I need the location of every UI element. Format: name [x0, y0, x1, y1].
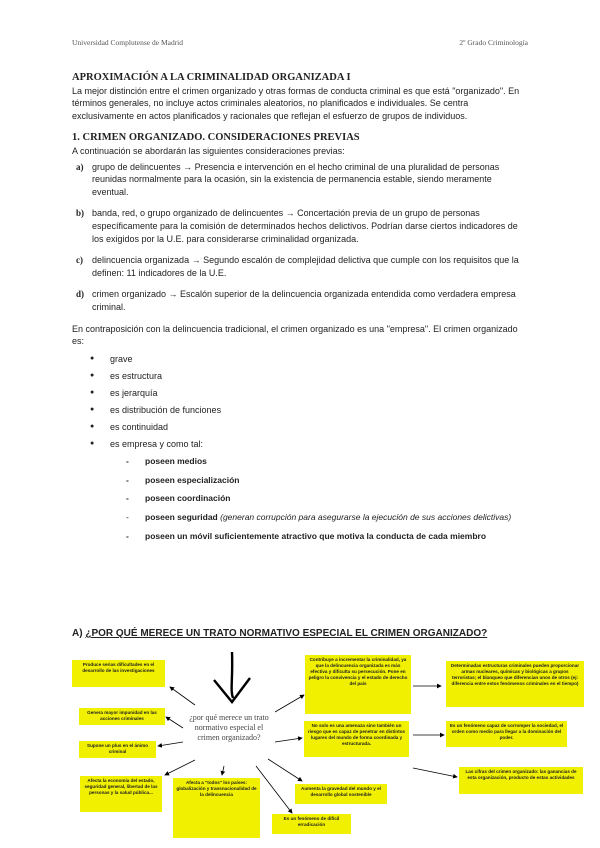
arrow-line — [222, 766, 224, 775]
list-item: - poseen medios — [72, 455, 530, 468]
list-item: d) crimen organizado → Escalón superior de la delincuencia organizada entendida como verdadera empresa criminal. — [76, 289, 516, 312]
list-item: ● es empresa y como tal: — [72, 438, 530, 451]
list-item: - poseen coordinación — [72, 492, 530, 505]
section-lead: A continuación se abordarán las siguientes consideraciones previas: — [72, 145, 345, 156]
contrast-paragraph: En contraposición con la delincuencia tradicional, el crimen organizado es una "empresa". El crimen organizado es: — [72, 323, 518, 347]
arrow-line — [268, 759, 302, 781]
header-course: 2º Grado Criminología — [459, 38, 528, 47]
note-box: Produce serias dificultades en el desarrollo de las investigaciones — [72, 660, 165, 687]
note-box: Contribuye a incrementar la criminalidad, ya que la delincuencia organizada es más efectiva y dificulta su persecución. Pone en peligro la convivencia y el estado de derecho del país — [305, 655, 411, 714]
section-a-heading: A) ¿POR QUÉ MERECE UN TRATO NORMATIVO ESPECIAL EL CRIMEN ORGANIZADO? — [72, 628, 488, 639]
list-item: c) delincuencia organizada → Segundo escalón de complejidad delictiva que cumple con los requisitos que la definen: 11 indicadores de la U.E. — [76, 255, 519, 278]
note-box: Es un fenómeno capaz de corromper la sociedad, el orden como medio para llegar a la dominación del poder. — [446, 721, 567, 747]
arrow-line — [275, 738, 302, 742]
list-item: ● es distribución de funciones — [72, 404, 530, 417]
note-box: Determinadas estructuras criminales pueden proporcionar armas nucleares, químicas y biológicas a grupos terroristas; el blanqueo que diferencian unos de otros (ej: diferencia entre estos fenómenos criminales en el tiempo) — [446, 661, 584, 707]
list-item: ● es continuidad — [72, 421, 530, 434]
list-item: a) grupo de delincuentes → Presencia e intervención en el hecho criminal de una pluralidad de personas reunidas normalmente para la ocasión, sin la existencia de permanencia estable, siendo meramente eventual. — [76, 161, 500, 197]
note-box: Aumenta la gravedad del mundo y el desarrollo global sostenible — [295, 784, 387, 804]
section-heading: 1. CRIMEN ORGANIZADO. CONSIDERACIONES PREVIAS — [72, 132, 360, 144]
note-box: No solo es una amenaza sino también un riesgo que es capaz de penetrar en distintos lugares del mundo de forma coordinada y estructurada. — [304, 721, 409, 757]
list-item: b) banda, red, o grupo organizado de delincuentes → Concertación previa de un grupo de personas específicamente para la comisión de determinados hechos delictivos. Podrían darse ciertos indicadores de los exigidos por la U.E. para considerarse criminalidad organizada. — [76, 208, 518, 244]
note-box: Afecta a "todos" los países: globalización y transnacionalidad de la delincuencia — [173, 778, 260, 838]
arrow-line — [256, 766, 292, 813]
note-box: Afecta la economía del estado, seguridad general, libertad de las personas y la salud pública... — [80, 776, 162, 812]
note-box: Genera mayor impunidad en las acciones criminales — [79, 708, 165, 725]
header-university: Universidad Complutense de Madrid — [72, 38, 184, 47]
diagram-center-question: ¿por qué merece un trato normativo especial el crimen organizado? — [189, 713, 269, 742]
list-item: - poseen seguridad (generan corrupción para asegurarse la ejecución de sus acciones delictivas) — [72, 511, 530, 524]
intro-paragraph: La mejor distinción entre el crimen organizado y otras formas de conducta criminal es que está "organizado". En términos generales, no incluye actos criminales aleatorios, no planificados e individuales. Se centra exclusivamente en actos planificados y racionales que reflejan el esfuerzo de grupos de individuos. — [72, 85, 520, 121]
arrow-line — [166, 717, 183, 728]
arrow-line — [170, 687, 195, 705]
list-item: ● es estructura — [72, 370, 530, 383]
list-item: ● grave — [72, 353, 530, 366]
arrow-line — [158, 742, 183, 746]
document-title: APROXIMACIÓN A LA CRIMINALIDAD ORGANIZADA I — [72, 72, 351, 83]
list-item: ● es jerarquía — [72, 387, 530, 400]
note-box: Supone un plus en el ánimo criminal — [79, 741, 156, 758]
list-item: - poseen especialización — [72, 474, 530, 487]
note-box: Es un fenómeno de difícil erradicación — [272, 814, 351, 834]
arrow-line — [165, 760, 195, 775]
big-down-arrow — [214, 652, 250, 702]
list-item: - poseen un móvil suficientemente atractivo que motiva la conducta de cada miembro — [72, 530, 530, 543]
arrow-line — [275, 695, 304, 712]
arrow-line — [413, 768, 457, 777]
note-box: Las cifras del crimen organizado: las ganancias de esta organización, producto de estas actividades — [459, 767, 583, 794]
